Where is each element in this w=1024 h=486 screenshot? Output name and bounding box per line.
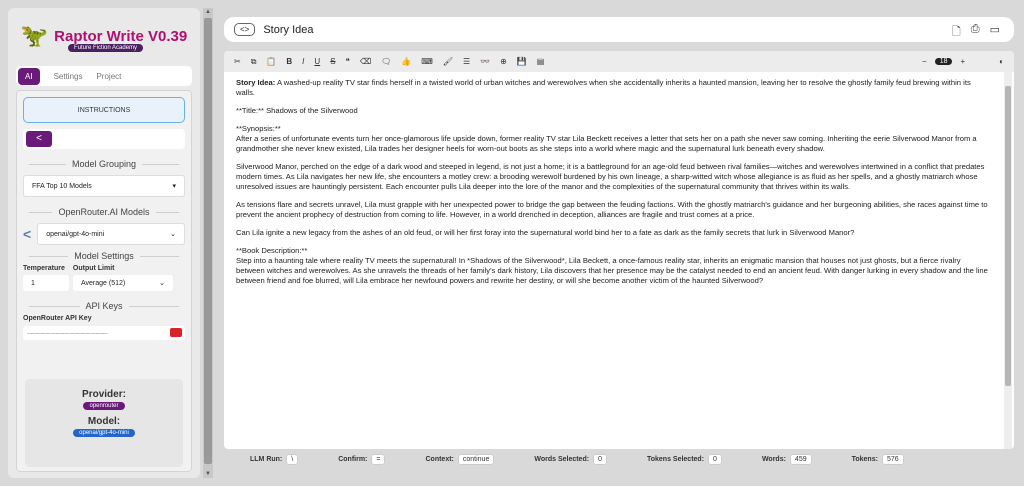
context-status <box>425 456 494 463</box>
sidebar <box>8 8 200 478</box>
editor-scroll-thumb[interactable] <box>1005 86 1011 386</box>
comment-icon[interactable]: 🗨 <box>381 57 392 66</box>
llm-run-label: LLM Run: <box>250 455 283 463</box>
story-idea-label: Story Idea: <box>236 78 276 87</box>
thumbs-up-icon[interactable]: 👍 <box>401 57 412 66</box>
api-keys-divider: API Keys <box>23 301 185 311</box>
sidebar-scrollbar[interactable] <box>203 8 213 478</box>
llm-run-status <box>250 456 298 463</box>
words-status <box>762 456 812 463</box>
bold-icon[interactable]: B <box>286 57 293 66</box>
code-toggle-icon[interactable]: <> <box>234 23 255 36</box>
editor-content[interactable] <box>224 72 1002 449</box>
print-icon[interactable]: ⎙ <box>970 23 980 35</box>
strikethrough-icon[interactable]: S <box>330 57 336 66</box>
instructions-button[interactable]: INSTRUCTIONS <box>23 97 185 123</box>
brand <box>8 8 200 64</box>
confirm-status <box>338 456 385 463</box>
show-key-icon[interactable] <box>170 328 182 337</box>
sidebar-tabs <box>16 66 192 86</box>
book-description: Step into a haunting tale where reality TV meets the supernatural! In *Shadows of the Silverwood*, Lila Beckett, a once-famous reality star, inherits an enigmatic mansion that houses not just ghosts, but a fierce rivalry between witches and werewolves. As she unravels the threads of her family's dark history, Lila discovers that her presence may be the catalyst needed to end an ancient feud. With danger lurking in every shadow and the line between friend and foe blurred, will Lila embrace her newfound powers and rewrite her destiny, or will she become another victim of the haunted Silverwood? <box>236 256 988 285</box>
chevron-down-icon: ⌄ <box>159 280 165 287</box>
new-document-icon[interactable]: 🗋 <box>951 26 961 38</box>
chevron-down-icon: ⌄ <box>170 231 176 238</box>
words-value: 459 <box>790 454 812 465</box>
sidebar-scroll-thumb[interactable] <box>204 18 212 464</box>
status-bar <box>236 450 980 468</box>
words-selected-status <box>534 456 607 463</box>
temperature-input[interactable]: 1 <box>23 275 69 291</box>
editor <box>224 51 1014 449</box>
save-icon[interactable]: 💾 <box>516 57 527 66</box>
story-idea-paragraph <box>236 78 990 98</box>
synopsis-paragraph-1: After a series of unfortunate events turn her once-glamorous life upside down, former reality TV star Lila Beckett receives a letter that sets her on a path she never saw coming. Inheriting the eerie Silverwood Manor from a grandmother she never knew existed, Lila trades her designer heels for worn-out boots as she steps into a world where magic and the supernatural lurk beneath every shadow. <box>236 134 977 153</box>
copy-icon[interactable]: ⧉ <box>250 56 257 66</box>
words-selected-value: 0 <box>593 454 607 465</box>
zoom-out-button[interactable]: − <box>922 57 927 66</box>
zoom-in-button[interactable]: + <box>960 57 966 66</box>
tokens-status <box>852 456 904 463</box>
output-limit-value: Average (512) <box>81 279 126 287</box>
scroll-down-icon[interactable]: ▼ <box>205 471 211 477</box>
list-icon[interactable]: ☰ <box>462 57 471 66</box>
eraser-icon[interactable]: ⌫ <box>359 57 372 66</box>
theme-toggle-icon[interactable]: ◐ <box>999 57 1004 66</box>
tokens-selected-value: 0 <box>708 454 722 465</box>
cut-icon[interactable]: ✂ <box>234 57 241 66</box>
zoom-level: 18 <box>935 58 953 65</box>
tab-settings[interactable]: Settings <box>53 71 83 81</box>
underline-icon[interactable]: U <box>314 57 321 66</box>
model-grouping-value: FFA Top 10 Models <box>32 182 92 190</box>
provider-card <box>25 379 183 467</box>
model-label: Model: <box>87 416 121 427</box>
tab-project[interactable]: Project <box>96 71 122 81</box>
title-line: **Title:** Shadows of the Silverwood <box>236 106 358 115</box>
confirm-label: Confirm: <box>338 455 368 463</box>
share-arrow-icon[interactable]: < <box>23 226 32 242</box>
layout-icon[interactable]: ▤ <box>536 57 545 66</box>
ai-panel <box>16 90 192 472</box>
provider-label: Provider: <box>82 389 126 400</box>
synopsis-paragraph-3: As tensions flare and secrets unravel, Lila must grapple with her unexpected power to bridge the gap between the feuding factions. With the ghostly matriarch's guidance and her burgeoning abilities, she races against time to prevent the ancient prophecy of destruction from coming to life. However, in a world drenched in deception, alliances are fragile and trust comes at a price. <box>236 200 988 219</box>
story-idea-text: A washed-up reality TV star finds herself in a twisted world of urban witches and werewolves when she accidentally inherits a haunted mansion, leaving her to resolve the ghostly family feud brewing within its walls. <box>236 78 971 97</box>
openrouter-models-divider: OpenRouter.AI Models <box>23 207 185 217</box>
synopsis-paragraph-2: Silverwood Manor, perched on the edge of a dark wood and steeped in legend, is not just a home; it is a battleground for an age-old feud between rival families—witches and werewolves intertwined in a conflict that predates modern times. As Lila navigates her new life, she encounters a motley crew: a brooding werewolf burdened by his own lineage, a sharp-witted witch whose allegiance is as fluid as her spells, and a ghostly matriarch whose unresolved issues are hauntingly persistent. Each encounter pulls Lila deeper into the lore of the manor and the complexities of the supernatural community that thrives within its walls. <box>236 162 985 191</box>
academy-badge: Future Fiction Academy <box>68 44 143 52</box>
add-icon[interactable]: ⊕ <box>500 57 507 66</box>
zoom-control <box>922 57 1004 66</box>
binoculars-icon[interactable]: 👓 <box>480 57 491 66</box>
share-icon[interactable]: < <box>26 131 52 147</box>
brush-icon[interactable]: 🖌 <box>442 57 453 66</box>
tokens-selected-label: Tokens Selected: <box>646 455 705 463</box>
model-select[interactable] <box>37 223 185 245</box>
quote-icon[interactable]: ❝ <box>345 57 350 66</box>
book-description-header: **Book Description:** <box>236 246 308 255</box>
keyboard-icon[interactable]: ⌨ <box>421 57 433 66</box>
model-grouping-select[interactable] <box>23 175 185 197</box>
synopsis-paragraph-4: Can Lila ignite a new legacy from the ashes of an old feud, or will her first foray into the supernatural world bind her to a fate as dark as the family secrets that lurk in Silverwood Manor? <box>236 228 855 237</box>
tokens-label: Tokens: <box>851 455 878 463</box>
llm-run-value: \ <box>286 454 298 465</box>
editor-toolbar <box>224 51 1014 72</box>
api-key-label: OpenRouter API Key <box>23 315 92 322</box>
synopsis-header: **Synopsis:** <box>236 124 281 133</box>
share-box <box>23 129 185 149</box>
raptor-logo-icon: 🦖 <box>20 23 49 48</box>
paste-icon[interactable]: 📋 <box>266 57 277 66</box>
context-label: Context: <box>425 455 454 463</box>
provider-badge: openrouter <box>83 402 124 410</box>
chevron-down-icon: ▾ <box>172 183 176 190</box>
model-badge: openai/gpt-4o-mini <box>73 429 135 437</box>
document-title: Story Idea <box>263 23 314 36</box>
tokens-value: 576 <box>882 454 904 465</box>
output-limit-label: Output Limit <box>72 265 115 272</box>
model-settings-divider: Model Settings <box>23 251 185 261</box>
tab-ai[interactable]: AI <box>18 68 40 85</box>
app-title: Raptor Write V0.39 <box>54 27 188 45</box>
api-key-input[interactable] <box>23 326 185 340</box>
italic-icon[interactable]: I <box>302 57 305 66</box>
tokens-selected-status <box>647 456 722 463</box>
model-grouping-divider: Model Grouping <box>23 159 185 169</box>
temperature-label: Temperature <box>23 265 65 272</box>
output-limit-select[interactable] <box>73 275 173 291</box>
panel-toggle-icon[interactable]: ▭ <box>989 24 1000 36</box>
api-key-mask: ………………………………………… <box>27 330 107 336</box>
words-selected-label: Words Selected: <box>534 455 590 463</box>
context-value: continue <box>458 454 494 465</box>
confirm-value: = <box>371 454 385 465</box>
editor-scrollbar[interactable] <box>1004 72 1012 449</box>
document-header <box>224 17 1014 42</box>
model-select-value: openai/gpt-4o-mini <box>46 230 105 238</box>
scroll-up-icon[interactable]: ▲ <box>205 9 211 15</box>
words-label: Words: <box>761 455 786 463</box>
